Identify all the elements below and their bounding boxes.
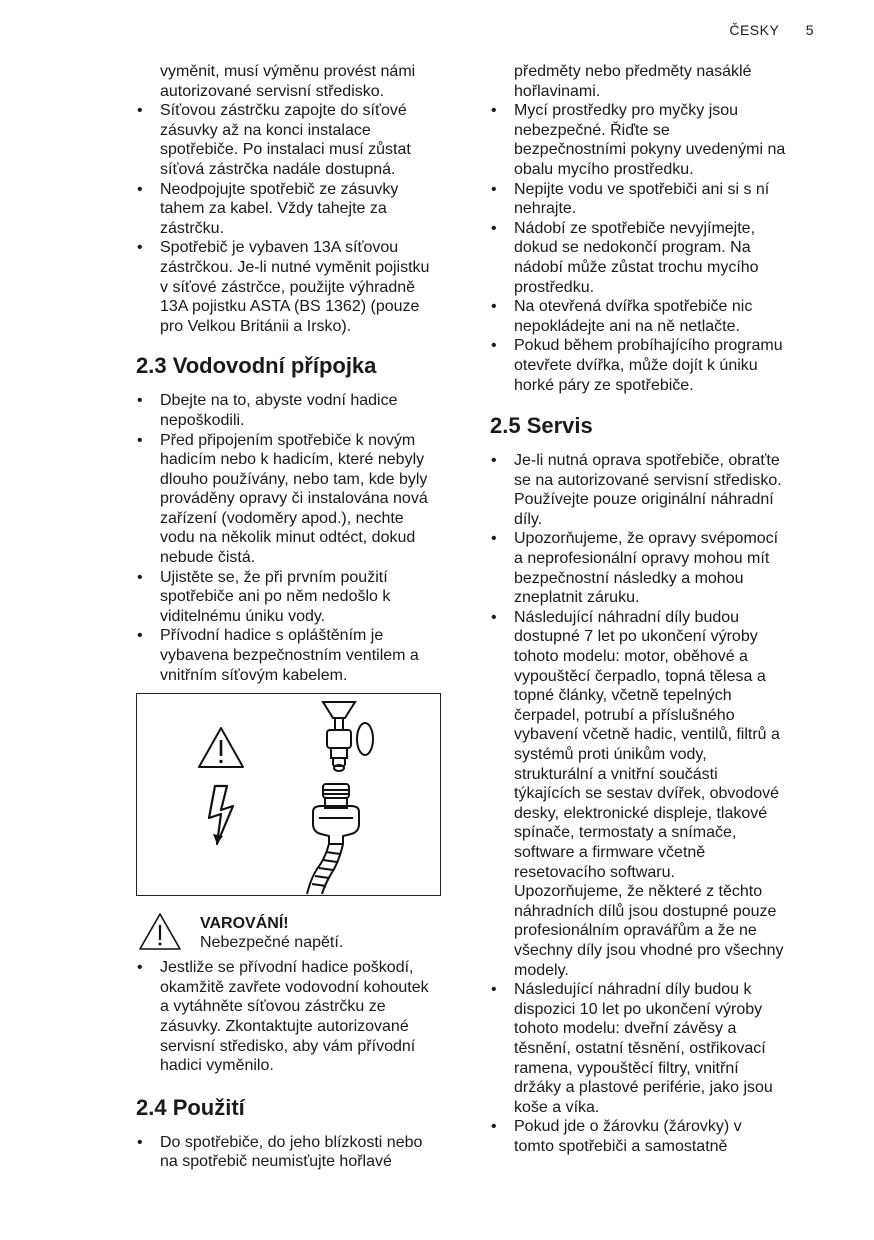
section-heading-water-connection: 2.3 Vodovodní přípojka: [136, 353, 377, 379]
list-item: • Dbejte na to, abyste vodní hadice nepoškodili.: [136, 391, 486, 430]
left-column: [136, 62, 486, 1172]
warning-icon: [138, 912, 182, 952]
page-header: [729, 22, 814, 38]
bullet-list: [490, 451, 840, 1156]
list-item: • Upozorňujeme, že opravy svépomocí a neprofesionální opravy mohou mít bezpečnostní následky a mohou zneplatnit záruku.: [490, 529, 840, 607]
bullet-list: [136, 101, 486, 336]
list-item: • Neodpojujte spotřebič ze zásuvky tahem za kabel. Vždy tahejte za zástrčku.: [136, 180, 486, 239]
warning-title: VAROVÁNÍ!: [200, 915, 289, 933]
list-item: • Je-li nutná oprava spotřebiče, obraťte se na autorizované servisní středisko. Používejte pouze originální náhradní díly.: [490, 451, 840, 529]
list-item: • Na otevřená dvířka spotřebiče nic nepokládejte ani na ně netlačte.: [490, 297, 840, 336]
list-item: • Následující náhradní díly budou k dispozici 10 let po ukončení výroby tohoto modelu: dveřní závěsy a těsnění, ostatní těsnění, ostřikovací ramena, vypouštěcí filtry, vnitřní držáky a plastové periférie, jako jsou koše a víka.: [490, 980, 840, 1117]
list-item: • Mycí prostředky pro myčky jsou nebezpečné. Řiďte se bezpečnostními pokyny uvedenými na obalu mycího prostředku.: [490, 101, 840, 179]
list-item: • Nepijte vodu ve spotřebiči ani si s ní nehrajte.: [490, 180, 840, 219]
inlet-hose-icon: [307, 784, 359, 894]
warning-triangle-icon: [199, 728, 243, 767]
list-item: • Spotřebič je vybaven 13A síťovou zástrčkou. Je-li nutné vyměnit pojistku v síťové zástrčce, použijte výhradně 13A pojistku ASTA (BS 1362) (pouze pro Velkou Británii a Irsko).: [136, 238, 486, 336]
list-item: • Jestliže se přívodní hadice poškodí, okamžitě zavřete vodovodní kohoutek a vytáhněte síťovou zástrčku ze zásuvky. Zkontaktujte autorizované servisní středisko, aby vám přívodní hadici vyměnilo.: [136, 958, 486, 1076]
bullet-list: [136, 958, 486, 1076]
right-column: [490, 62, 840, 1156]
list-item: • Síťovou zástrčku zapojte do síťové zásuvky až na konci instalace spotřebiče. Po instalaci musí zůstat síťová zástrčka nadále dostupná.: [136, 101, 486, 179]
list-item: • Před připojením spotřebiče k novým hadicím nebo k hadicím, které nebyly dlouho používány, nebo tam, kde byly prováděny opravy či instalována nová zařízení (vodoměry apod.), nechte vodu na několik minut odtéct, dokud nebude čistá.: [136, 431, 486, 568]
bullet-list: [490, 101, 840, 395]
list-item: • Pokud během probíhajícího programu otevřete dvířka, může dojít k úniku horké páry ze spotřebiče.: [490, 336, 840, 395]
continued-text: vyměnit, musí výměnu provést námi autorizované servisní středisko.: [160, 63, 416, 100]
section-heading-service: 2.5 Servis: [490, 413, 593, 439]
list-item: • Přívodní hadice s opláštěním je vybavena bezpečnostním ventilem a vnitřním síťovým kabelem.: [136, 626, 486, 685]
section-heading-use: 2.4 Použití: [136, 1094, 245, 1120]
page-number: 5: [805, 22, 814, 38]
bullet-list: [136, 391, 486, 685]
continued-text: předměty nebo předměty nasáklé hořlavinami.: [514, 63, 752, 100]
warning-text: Nebezpečné napětí.: [200, 934, 344, 952]
list-item: • Následující náhradní díly budou dostupné 7 let po ukončení výroby tohoto modelu: motor, oběhové a vypouštěcí čerpadlo, topná tělesa a topné články, včetně tepelných čerpadel, potrubí a příslušného vybavení včetně hadic, ventilů, filtrů a systémů proti únikům vody, strukturální a vnitřní součásti týkajících se sestav dvířek, obvodové desky, elektronické displeje, tlakové spínače, termostaty a snímače, software a firmware včetně resetovacího softwaru. Upozorňujeme, že některé z těchto náhradních dílů jsou dostupné pouze profesionálním opravářům a že ne všechny díly jsou vhodné pro všechny modely.: [490, 608, 840, 980]
warning-block: [136, 912, 486, 952]
list-item: • Do spotřebiče, do jeho blízkosti nebo na spotřebič neumisťujte hořlavé: [136, 1133, 486, 1172]
bullet-list: [136, 1133, 486, 1172]
hose-illustration: [136, 693, 441, 896]
list-item: • Ujistěte se, že při prvním použití spotřebiče ani po něm nedošlo k viditelnému úniku vody.: [136, 568, 486, 627]
list-item: • Pokud jde o žárovku (žárovky) v tomto spotřebiči a samostatně: [490, 1117, 840, 1156]
language-label: ČESKY: [729, 22, 780, 38]
water-tap-icon: [323, 702, 373, 771]
lightning-bolt-icon: [209, 786, 233, 844]
list-item: • Nádobí ze spotřebiče nevyjímejte, dokud se nedokončí program. Na nádobí může zůstat trochu mycího prostředku.: [490, 219, 840, 297]
